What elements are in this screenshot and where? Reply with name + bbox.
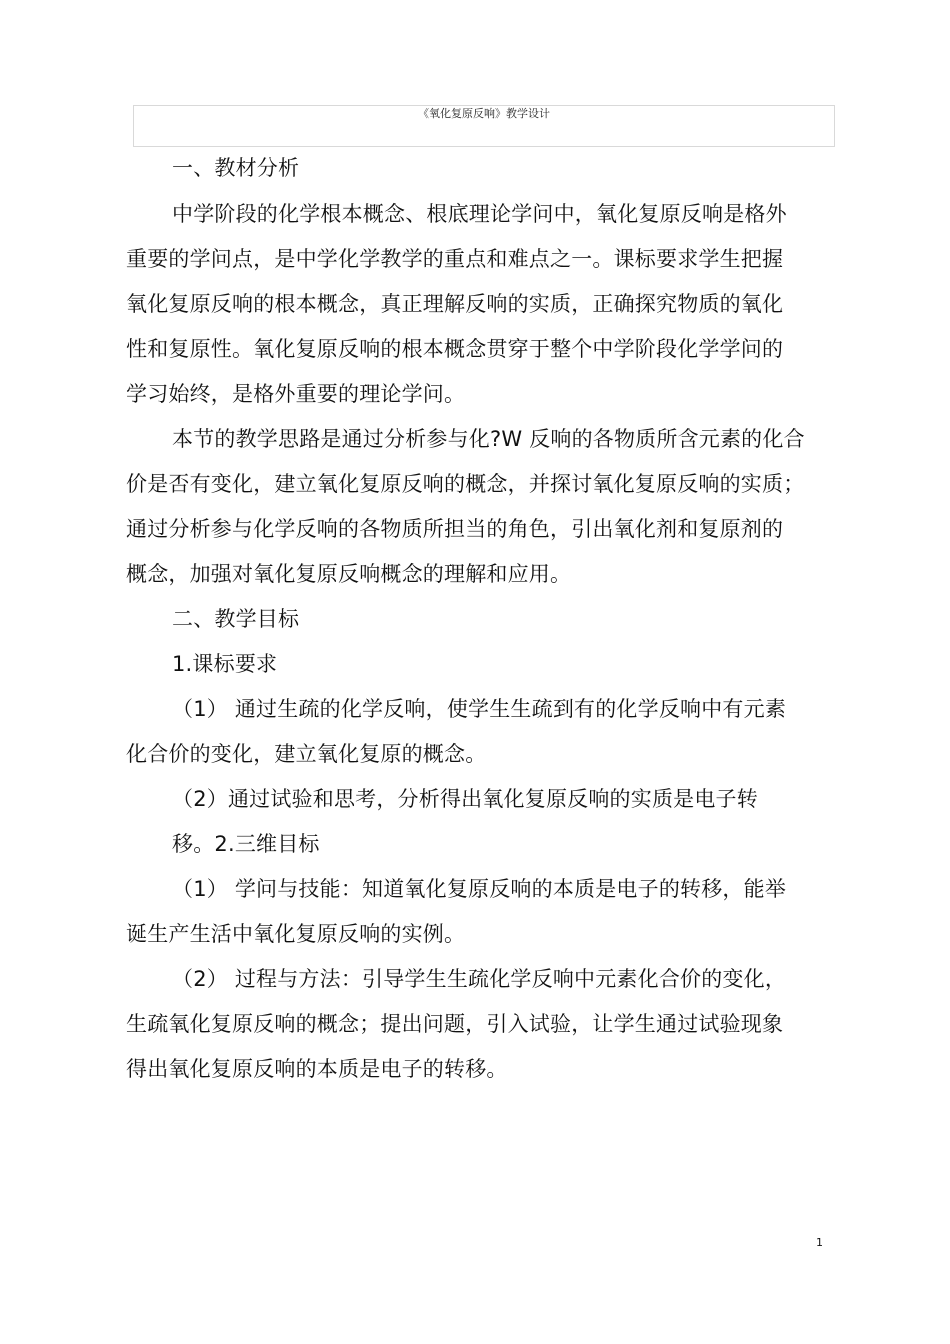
- paragraph-line: 价是否有变化，建立氧化复原反响的概念，并探讨氧化复原反响的实质；: [126, 472, 805, 496]
- list-item-line: （2）通过试验和思考，分析得出氧化复原反响的实质是电子转: [172, 787, 758, 811]
- list-item-line: 得出氧化复原反响的本质是电子的转移。: [126, 1057, 508, 1081]
- paragraph-line: 本节的教学思路是通过分析参与化?W 反响的各物质所含元素的化合: [172, 427, 805, 451]
- section-heading-teaching-goals: 二、教学目标: [172, 607, 300, 631]
- paragraph-line: 中学阶段的化学根本概念、根底理论学问中，氧化复原反响是格外: [172, 202, 787, 226]
- list-item-line: 移。2.三维目标: [172, 832, 320, 856]
- paragraph-line: 通过分析参与化学反响的各物质所担当的角色，引出氧化剂和复原剂的: [126, 517, 784, 541]
- list-item-line: （1） 通过生疏的化学反响，使学生生疏到有的化学反响中有元素: [172, 697, 787, 721]
- list-item-line: （1） 学问与技能：知道氧化复原反响的本质是电子的转移，能举: [172, 877, 787, 901]
- page-header: [133, 105, 835, 147]
- subheading-curriculum-requirements: 1.课标要求: [172, 652, 278, 676]
- section-heading-textbook-analysis: 一、教材分析: [172, 156, 300, 180]
- page-number: 1: [816, 1236, 823, 1249]
- paragraph-line: 性和复原性。氧化复原反响的根本概念贯穿于整个中学阶段化学学问的: [126, 337, 784, 361]
- list-item-line: （2） 过程与方法：引导学生生疏化学反响中元素化合价的变化，: [172, 967, 787, 991]
- paragraph-line: 氧化复原反响的根本概念，真正理解反响的实质，正确探究物质的氧化: [126, 292, 784, 316]
- list-item-line: 诞生产生活中氧化复原反响的实例。: [126, 922, 466, 946]
- list-item-line: 化合价的变化，建立氧化复原的概念。: [126, 742, 487, 766]
- paragraph-line: 概念，加强对氧化复原反响概念的理解和应用。: [126, 562, 572, 586]
- header-title: 《氧化复原反响》教学设计: [418, 107, 550, 120]
- paragraph-line: 重要的学问点，是中学化学教学的重点和难点之一。课标要求学生把握: [126, 247, 784, 271]
- list-item-line: 生疏氧化复原反响的概念；提出问题，引入试验，让学生通过试验现象: [126, 1012, 784, 1036]
- paragraph-line: 学习始终，是格外重要的理论学问。: [126, 382, 466, 406]
